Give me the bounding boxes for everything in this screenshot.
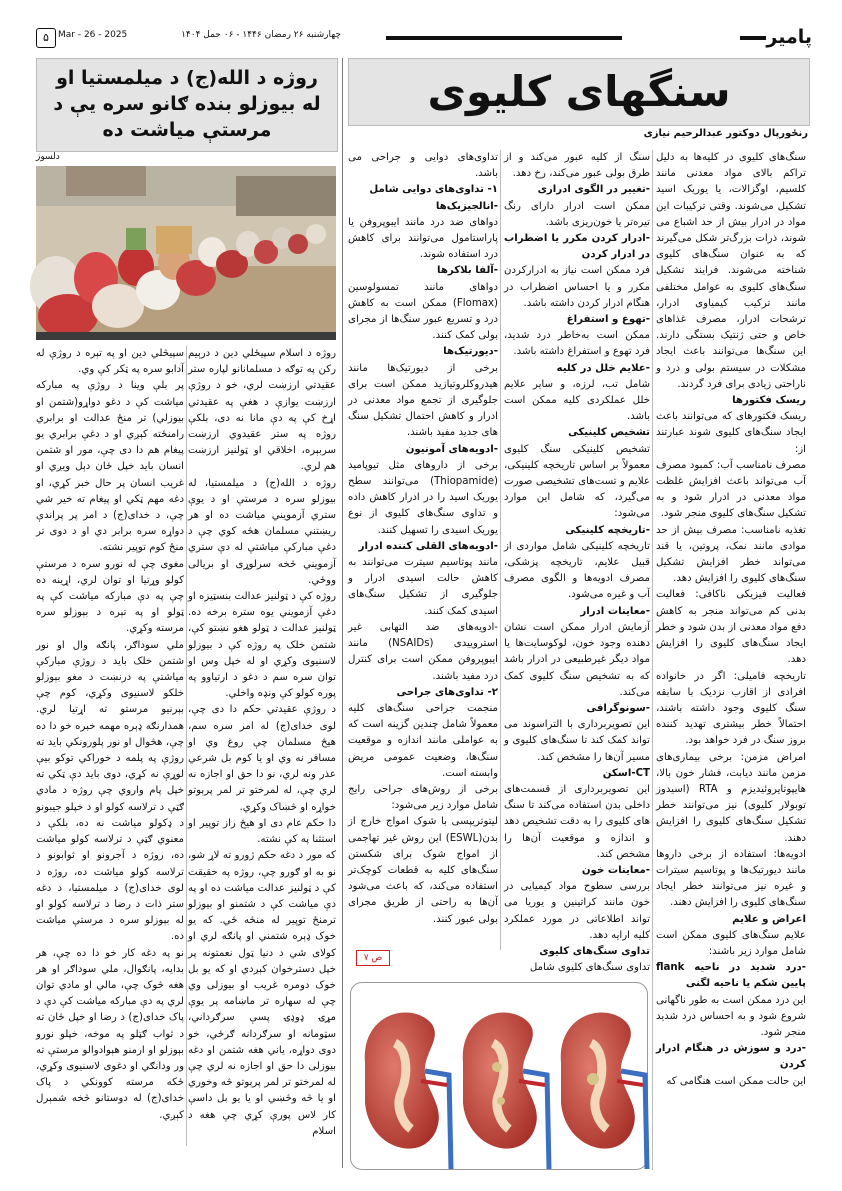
paragraph: که مور د دغه حکم ژورو ته لاړ شو، نو به او ګورو چې، روژه په حقیقت کې د ټولنیز عدالت میاشت ده او په دې میاشت کې د شتمنو او بیوزلو ترمنځ توپیر له منځه ځي. که یو خوک ډېره شتمني او پانګه لري او کولای شي د دنیا ټول نعمتونه پر خپل دسترخوان کېږدي او که یو بل خوک دومره غریب او بیوزلی وي چې له سهاره تر ماښامه پر یوې مړۍ ډوډۍ پسې سرګرداني، سټومانه او سرګردانه ګرځي، خو دوی دواړه، یاني هغه شتمن او دغه بیوزلی دا حق او اجازه نه لري چې له لمرختو تر لمر پرېوتو څه وخوري او یا څه وڅښي او یا یو بل داسې کار لاس پورې کړي چې هغه د اسلام [188,850,336,1137]
paragraph: تغذیه نامناسب: مصرف بیش از حد موادی مانند نمک، پروتین، یا قند می‌تواند خطر افزایش تشکیل سنگ‌های کلیوی را افزایش دهد. [656,524,806,585]
paragraph: مصرف نامناسب آب: کمبود مصرف آب می‌تواند باعث افزایش غلظت مواد معدنی در ادرار شود و به تشکیل سنگ‌های کلیوی منجر شود. [656,459,806,520]
subheading: -دیورتیک‌ها [443,346,498,358]
masthead-brand: پامیر [734,26,812,48]
article-author: رنځورپال دوکتور عبدالرحیم نیازی [643,128,808,139]
subheading: -انالجیزیک‌ها [435,200,498,212]
paragraph: علایم سنگ‌های کلیوی ممکن است شامل موارد زیر باشند: [656,929,806,957]
paragraph: تشخیص کلینیکی سنگ کلیوی معمولاً بر اساس تاریخچه کلینیکی، علایم و تست‌های تشخیصی صورت می‌گیرد، که شامل این موارد می‌شود: [504,443,650,520]
subheading: تداوی سنگ‌های کلیوی [539,945,650,957]
column-divider [186,346,187,1146]
paragraph: شامل تب، لرزه، و سایر علایم خلل عملکردی کلیه ممکن است باشد. [504,378,650,423]
paragraph: روژه د الله(ج) د میلمستیا، له بیوزلو سره د مرستې او د یوې ستري آزمویني میاشت ده او هر ریښتني مسلمان هڅه کوي چې د دغې مبارکې میاشتې له دې ستري آزمویني څخه سرلوړی او بریالی ووځي. [188,477,336,586]
kidney-3 [561,1012,647,1169]
aid-distribution-photo [36,166,336,340]
paragraph: برخی از دیورتیک‌ها مانند هیدروکلروتیازید ممکن است برای جلوگیری از تجمع مواد معدنی در ادرار و کاهش احتمال تشکیل سنگ های جدید مفید باشند. [348,362,498,439]
kidney-stone [587,1073,599,1085]
subheading: -ادویه‌های آمونیون [405,443,498,455]
kidney-2 [463,1012,549,1169]
paragraph: این تصویربرداری با التراسوند می تواند کمک کند تا سنگ‌های کلیوی و مسیر آن‌ها را مشخص کند. [504,719,650,763]
paragraph: مغوی چې له نورو سره د مرستې کولو وړتیا او توان لري، اړینه ده چې په دې مبارکه میاشت کې په ټولو او په تېره د بېوزلو سره مرسته وکړي. [36,558,184,635]
column-divider [652,150,653,1170]
header-date-persian: چهارشنبه ۲۶ رمضان ۱۴۴۶ - ۰۶ حمل ۱۴۰۴ [136,30,386,40]
subheading: -ادرار کردن مکرر یا اضطراب در ادرار کردن [504,233,650,261]
paragraph: سنگ‌های کلیوی در کلیه‌ها به دلیل تراکم بالای مواد معدنی مانند کلسیم، اوگزالات، یا یوریک اسید تشکیل می‌شوند. وقتی ترکیبات این مواد در ادرار بیش از حد اشباع می شوند، ذرات بزرگ‌تر شکل می‌گیرند که به عنوان سنگ‌های کلیوی شناخته می‌شوند. فرایند تشکیل سنگ‌های کلیوی به عوامل مختلفی مانند ترکیب کیمیاوی ادرار، ترشحات ادرار، مصرف غذاهای خاص و حتی ژنتیک بستگی دارند. این سنگ‌ها می‌توانند باعث ایجاد مشکلات در سیستم بولی و درد و ناراحتی زیادی برای فرد گردند. [656,152,806,390]
paragraph: آزمایش ادرار ممکن است نشان دهنده وجود خون، لوکوسایت‌ها یا مواد دیگر غیرطبیعی در ادرار باشد که به تشخیص سنگ کلیوی کمک می‌کند. [504,621,650,698]
subheading: -درد و سوزش در هنگام ادرار کردن [656,1043,806,1071]
pashto-article-title-box [36,58,338,152]
subheading: -معاینات خون [581,864,650,876]
paragraph: تاریخچه فامیلی: اگر در خانواده افرادی از اقارب نزدیک با سابقه سنگ کلیوی وجود داشته باشند، احتمالاً خطر بیشتری تهدید کننده بروز سنگ در فرد خواهد بود. [656,670,806,747]
subheading: -تاریخچه کلینیکی [565,524,650,536]
paragraph: سپیڅلي دین او په تېره د روژې له آدابو سره په ټکر کې وي. [36,348,184,376]
subheading: CT-اسکن [602,767,650,779]
subheading: -آلفا بلاکرها [437,265,498,277]
subheading: تشخیص کلینیکی [568,427,650,439]
article-column-2 [504,150,650,974]
paragraph: فعالیت فیزیکی ناکافی: فعالیت بدنی کم می‌تواند منجر به کاهش دفع مواد معدنی از بدن شود و خطر ایجاد سنگ‌های کلیوی را افزایش دهد. [656,589,806,666]
paragraph: -ادویه‌های ضد التهابی غیر استروییدی (NSAIDs) مانند ایبوپروفن ممکن است برای کنترل درد مفید باشند. [348,621,498,682]
article-title: سنگهای کلیوی [427,67,731,116]
subheading: -درد شدید در ناحیه flank پایین شکم یا ناحیه لگنی [656,962,806,990]
subheading: -تغییر در الگوی ادراری [537,184,650,196]
paragraph: ملي سوداګر، پانګه وال او نور شتمن خلک باید د روژې مبارکې میاشتې په درنښت د مغو بېوزلو خلکو لاسنیوی وکړي، کوم چې بېرنیو مرستو ته اړتیا لري. همدارنګه ډېره مهمه خبره خو دا ده چې، هڅوال او نور پلورونکي باید ته روژې په پلمه د خوراکي توکو بیې لوړې نه کړي، دوی باید دې ټکي ته خپل پام واروي چې روژه د مادي ګټې د ترلاسه کولو او د خپلو جیبونو د ډکولو میاشت نه ده، بلکې د معنوي ګټې د ترلاسه کولو میاشت ده، روژه د آجرونو او ثوابونو د ترلاسه کولو میاشت ده، روژه د لوی خدای(ج) د میلمستیا، د دغه ستر ذات د رضا د ترلاسه کولو او له بېوزلو سره د مرستې میاشت ده. [36,639,184,943]
paragraph: تداوی‌های دوایی و جراحی می باشد. [348,152,498,180]
kidney-stone [497,1097,505,1105]
paragraph: برخی از روش‌های جراحی رایج شامل موارد زیر می‌شود: [348,783,498,812]
aid-bags-image [36,166,336,340]
subheading: -ادویه‌های القلی کننده ادرار [358,540,498,552]
paragraph: دا حکم عام دی او هیڅ راز توپیر او استثنا په کې نشته. [188,817,336,846]
paragraph: تداوی سنگ‌های کلیوی شامل [529,962,650,974]
paragraph: ممکن است ادرار دارای رنگ تیره‌تر یا خون‌ریزی باشد. [504,200,650,228]
pashto-column-left [36,346,184,1146]
paragraph: نو په دغه کار خو دا ده چې، هر بدایه، پانګوال، ملي سوداګر او هر هغه څوک چې، مالي او مادي توان لري په دې مبارکه میاشت کې دې د پاک خدای(ج) د رضا او خپل ځان ته د ثواب ګټلو په موخه، خپلو نورو بېوزلو او ارمنو هېوادوالو مرستې ته ور ودانګي او دغوی لاسنیوی وکړي، ځکه مرسته کوونکي د پاک خدای(ج) له دوستانو څخه شمېرل کېږي. [36,947,184,1121]
header-date-english: Mar - 26 - 2025 [58,30,128,40]
subheading: -معاینات ادرار [580,605,650,617]
subheading: -تهوع و استفراغ [566,314,650,326]
article-column-3 [348,150,498,960]
article-column-1 [656,150,806,1170]
subheading: ۱- تداوی‌های دوایی شامل [369,184,498,196]
paragraph: سنگ از کلیه عبور می‌کند و از طرق بولی عبور می‌کند، رخ دهد. [504,152,650,180]
subheading: -علایم خلل در کلیه [556,362,650,374]
paragraph: این درد ممکن است به طور ناگهانی شروع شود و به احساس درد شدید منجر شود. [656,994,806,1038]
paragraph: فرد ممکن است نیاز به ادرارکردن مکرر و یا احساس اضطراب در هنگام ادرار کردن داشته باشد. [504,265,650,309]
paragraph: دواهای مانند تمسولوسین (Flomax) ممکن است به کاهش درد و تسریع عبور سنگ‌ها از مجرای بولی کمک کنند. [348,281,498,342]
paragraph: بررسی سطوح مواد کیمیایی در خون مانند کراتینین و یوریا می تواند اطلاعاتی در مورد عملکرد کلیه ارایه دهد. [504,881,650,941]
paragraph: تاریخچه کلینیکی شامل مواردی از قبیل علایم، تاریخچه پزشکی، مصرف ادویه‌ها و الگوی مصرف آب و غیره می‌شود. [504,540,650,601]
column-divider [500,150,501,950]
pashto-article-title: روژه د الله(ج) د میلمستیا او له بیوزلو بنده ګانو سره يې د مرستې میاشت ده [53,67,321,141]
subheading: ۲- تداوی‌های جراحی [396,686,498,698]
paragraph: روژه کې د ټولنیز عدالت بنسټيزه او دغې آزمویني یوه ستره برخه ده. ټولنیز عدالت د ټولو هغو نښتو کې، شتمن خلک په روژه کې د بیوزلو لاسنیوی وکړي او له خپل وس او توان سره سم د دغو د ارتیاوو په پوره کولو کې ونډه واخلي. [188,591,336,700]
paragraph: منجمت جراحی سنگ‌های کلیه معمولاً شامل چندین گزینه است که به عواملی مانند اندازه و موقعیت سنگ‌ها، وضعیت عمومی مریض وابسته است. [348,702,498,779]
paragraph: پر بلې وینا د روژې په مبارکه میاشت کې د دغو دواړو(شتمن او بیوزلي) تر منځ عدالت او برابري رامنځته کېږي او د دغې برابري یو پیغام هم دا دی چې، مور او شتمن انسان باید خپل ځان دېل ویږي او غریب انسان پر حال خبر کړي، او دغه مهم ټکي او پیغام ته خیر شي چې، د خدای(ج) د امر پر پراندې دواړه سره برابر دي او د دوی تر منځ کوم توپیر نشته. [36,380,184,554]
article-divider [342,58,343,1168]
page-number: ۵ [36,28,56,48]
paragraph: مانند پوتاسیم سیترت می‌توانند به کاهش حالت اسیدی ادرار و جلوگیری از تشکیل سنگ‌های اسیدی کمک کنند. [348,557,498,617]
subheading: -سونوگرافی [586,702,650,714]
kidney-stone [492,1062,502,1072]
paragraph: ریسک فکتورهای که می‌توانند باعث ایجاد سنگ‌های کلیوی شوند عبارتند از: [656,411,806,455]
pashto-article-byline: دلسوز [36,152,60,162]
paragraph: دواهای ضد درد مانند ایبوپروفن یا پاراستامول می‌توانند برای کاهش درد استفاده شوند. [348,216,498,261]
kidney-stones-image [351,983,647,1169]
pashto-column-right [188,346,336,1146]
subheading: ریسک فکتورها [732,395,806,407]
paragraph: ممکن است به‌خاطر درد شدید، فرد تهوع و استفراغ داشته باشد. [504,330,650,358]
paragraph: ادویه‌ها: استفاده از برخی داروها مانند دیورتیک‌ها و پوتاسیم سیترات و غیره نیز می‌توانند خطر ایجاد سنگ‌های کلیوی را افزایش دهند. [656,848,806,909]
continued-label: ص ۷ [356,950,390,966]
paragraph: برخی از داروهای مثل تیوپامید (Thiopamide) می‌توانند سطح یوریک اسید را در ادرار کاهش داده و تداوی سنگ‌های کلیوی از نوع یوریک اسیدی را تسهیل کنند. [348,459,498,536]
subheading: اعراض و علایم [732,913,806,925]
article-title-box [348,58,810,126]
paragraph: روژه د اسلام سپیځلي دین د درېیم رکن په توګه د مسلمانانو لپاره ستر عقیدتي ارزښت لري، خو د روژې ارزښت یوازې د هغې په عقیدتي اړخ کې په دې مانا نه دی، بلکې روژه په ستر عقیدوي ارزښت سربېره، اخلاقي او ټولنیز ارزښت هم لري. [188,348,336,473]
paragraph: امراض مزمن: برخی بیماری‌های مزمن مانند دیابت، فشار خون بالا، هایپوتایروئیدیزم و RTA (اسیدوز توبولار کلیوی) نیز می‌توانند خطر تشکیل سنگ‌های کلیوی را افزایش دهند. [656,751,807,844]
kidney-1 [365,1012,451,1169]
paragraph: لیتوتریپسی با شوک امواج خارج از بدن(ESWL) این روش غیر تهاجمی از امواج شوک برای شکستن سنگ‌های کلیه به قطعات کوچک‌تر استفاده می‌کند، که باعث می‌شود آن‌ها به راحتی از طریق مجرای بولی عبور کنند. [348,816,498,925]
page-header [36,26,812,48]
paragraph: این حالت ممکن است هنگامی که [666,1075,806,1087]
paragraph: د روژې عقیدتي حکم دا دی چې، لوی خدای(ج) له امر سره سم، هیڅ مسلمان چې روغ وي او مسافر نه وي او یا کوم بل شرعي عذر ونه لري، نو دا حق او اجازه نه لري چې، له لمرختو تر لمر پرېوتو خواړه او څښاک وکړي. [188,704,336,813]
kidney-illustration [350,982,648,1170]
paragraph: این تصویربرداری از قسمت‌های داخلی بدن استفاده می‌کند تا سنگ های کلیوی را به دقت تشخیص دهد و اندازه و موقعیت آن‌ها را مشخص کند. [504,783,650,860]
